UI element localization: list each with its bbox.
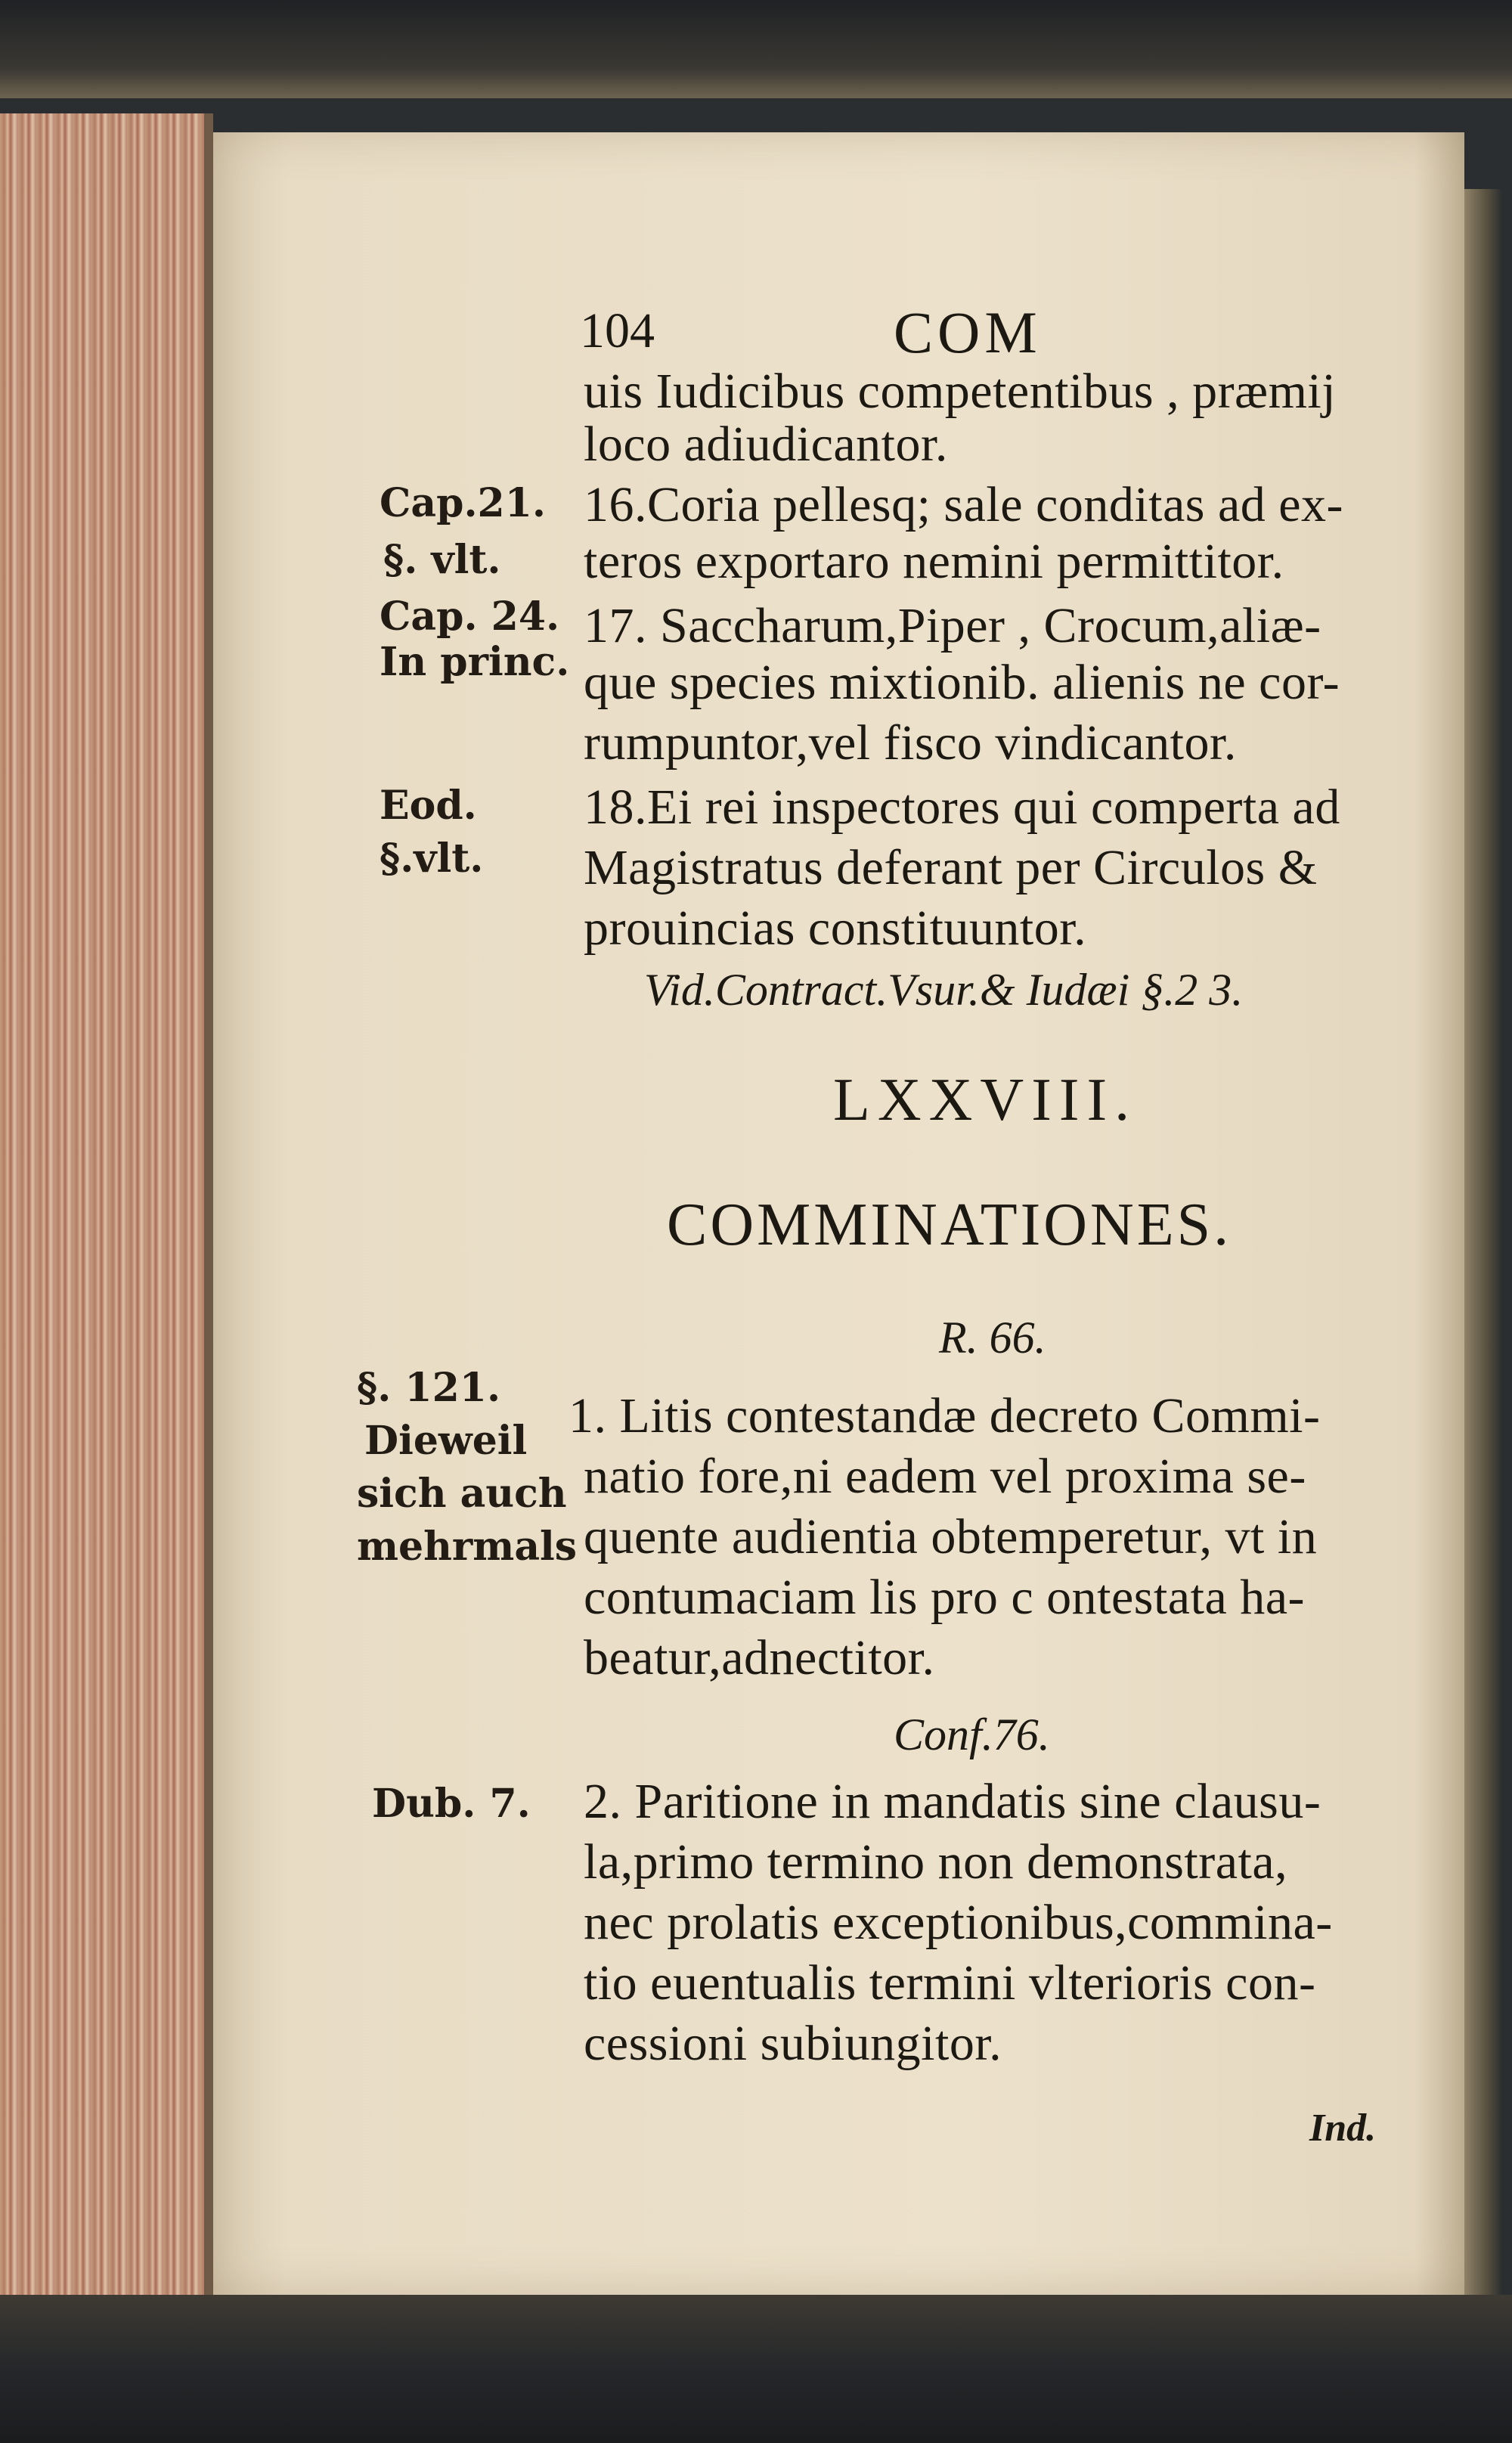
margin-note: §. vlt. [383, 537, 501, 583]
cross-reference: Vid.Contract.Vsur.& Iudæi §.2 3. [644, 965, 1244, 1015]
margin-note: mehrmals [357, 1524, 578, 1570]
running-head: COM [894, 299, 1042, 365]
text-line: que species mixtionib. alienis ne cor- [584, 655, 1340, 710]
text-line: contumaciam lis pro c ontestata ha- [584, 1570, 1306, 1625]
margin-note: Dub. 7. [372, 1781, 531, 1827]
section-number: LXXVIII. [833, 1067, 1138, 1133]
margin-note: Dieweil [364, 1418, 528, 1464]
text-line: teros exportaro nemini permittitor. [584, 534, 1284, 589]
text-line: 18.Ei rei inspectores qui comperta ad [584, 780, 1340, 835]
reference-note: R. 66. [939, 1313, 1046, 1363]
text-line: 17. Saccharum,Piper , Crocum,aliæ- [584, 598, 1321, 653]
margin-note: Cap. 24. [380, 594, 560, 640]
text-line: beatur,adnectitor. [584, 1630, 935, 1685]
top-background [0, 0, 1512, 98]
text-line: tio euentualis termini vlterioris con- [584, 1955, 1316, 2011]
bottom-background [0, 2295, 1512, 2443]
text-line: la,primo termino non demonstrata, [584, 1834, 1288, 1890]
text-line: uis Iudicibus competentibus , præmij [584, 364, 1337, 419]
text-line: prouincias constituuntor. [584, 901, 1087, 956]
margin-note: Eod. [380, 783, 477, 829]
page-number: 104 [580, 303, 655, 358]
margin-note: Cap.21. [380, 480, 547, 526]
margin-note: §.vlt. [380, 836, 484, 882]
text-line: rumpuntor,vel fisco vindicantor. [584, 715, 1237, 770]
margin-note: §. 121. [357, 1365, 501, 1411]
text-line: natio fore,ni eadem vel proxima se- [584, 1449, 1306, 1504]
text-line: 1. Litis contestandæ decreto Commi- [569, 1388, 1321, 1443]
text-line: quente audientia obtemperetur, vt in [584, 1509, 1318, 1564]
text-line: 2. Paritione in mandatis sine clausu- [584, 1774, 1321, 1829]
text-line: Magistratus deferant per Circulos & [584, 840, 1318, 895]
section-title: COMMINATIONES. [667, 1192, 1232, 1258]
text-line: nec prolatis exceptionibus,commina- [584, 1895, 1333, 1950]
text-line: loco adiudicantor. [584, 417, 948, 472]
page-edge [1464, 189, 1502, 2382]
book-page [213, 132, 1464, 2295]
text-line: 16.Coria pellesq; sale conditas ad ex- [584, 477, 1344, 532]
text-line: cessioni subiungitor. [584, 2016, 1002, 2071]
book-fore-edge [0, 113, 207, 2306]
margin-note: sich auch [357, 1471, 567, 1517]
book-gutter [204, 113, 213, 2306]
reference-note: Conf.76. [894, 1710, 1050, 1759]
catchword: Ind. [1309, 2107, 1377, 2150]
margin-note: In princ. [380, 639, 570, 685]
